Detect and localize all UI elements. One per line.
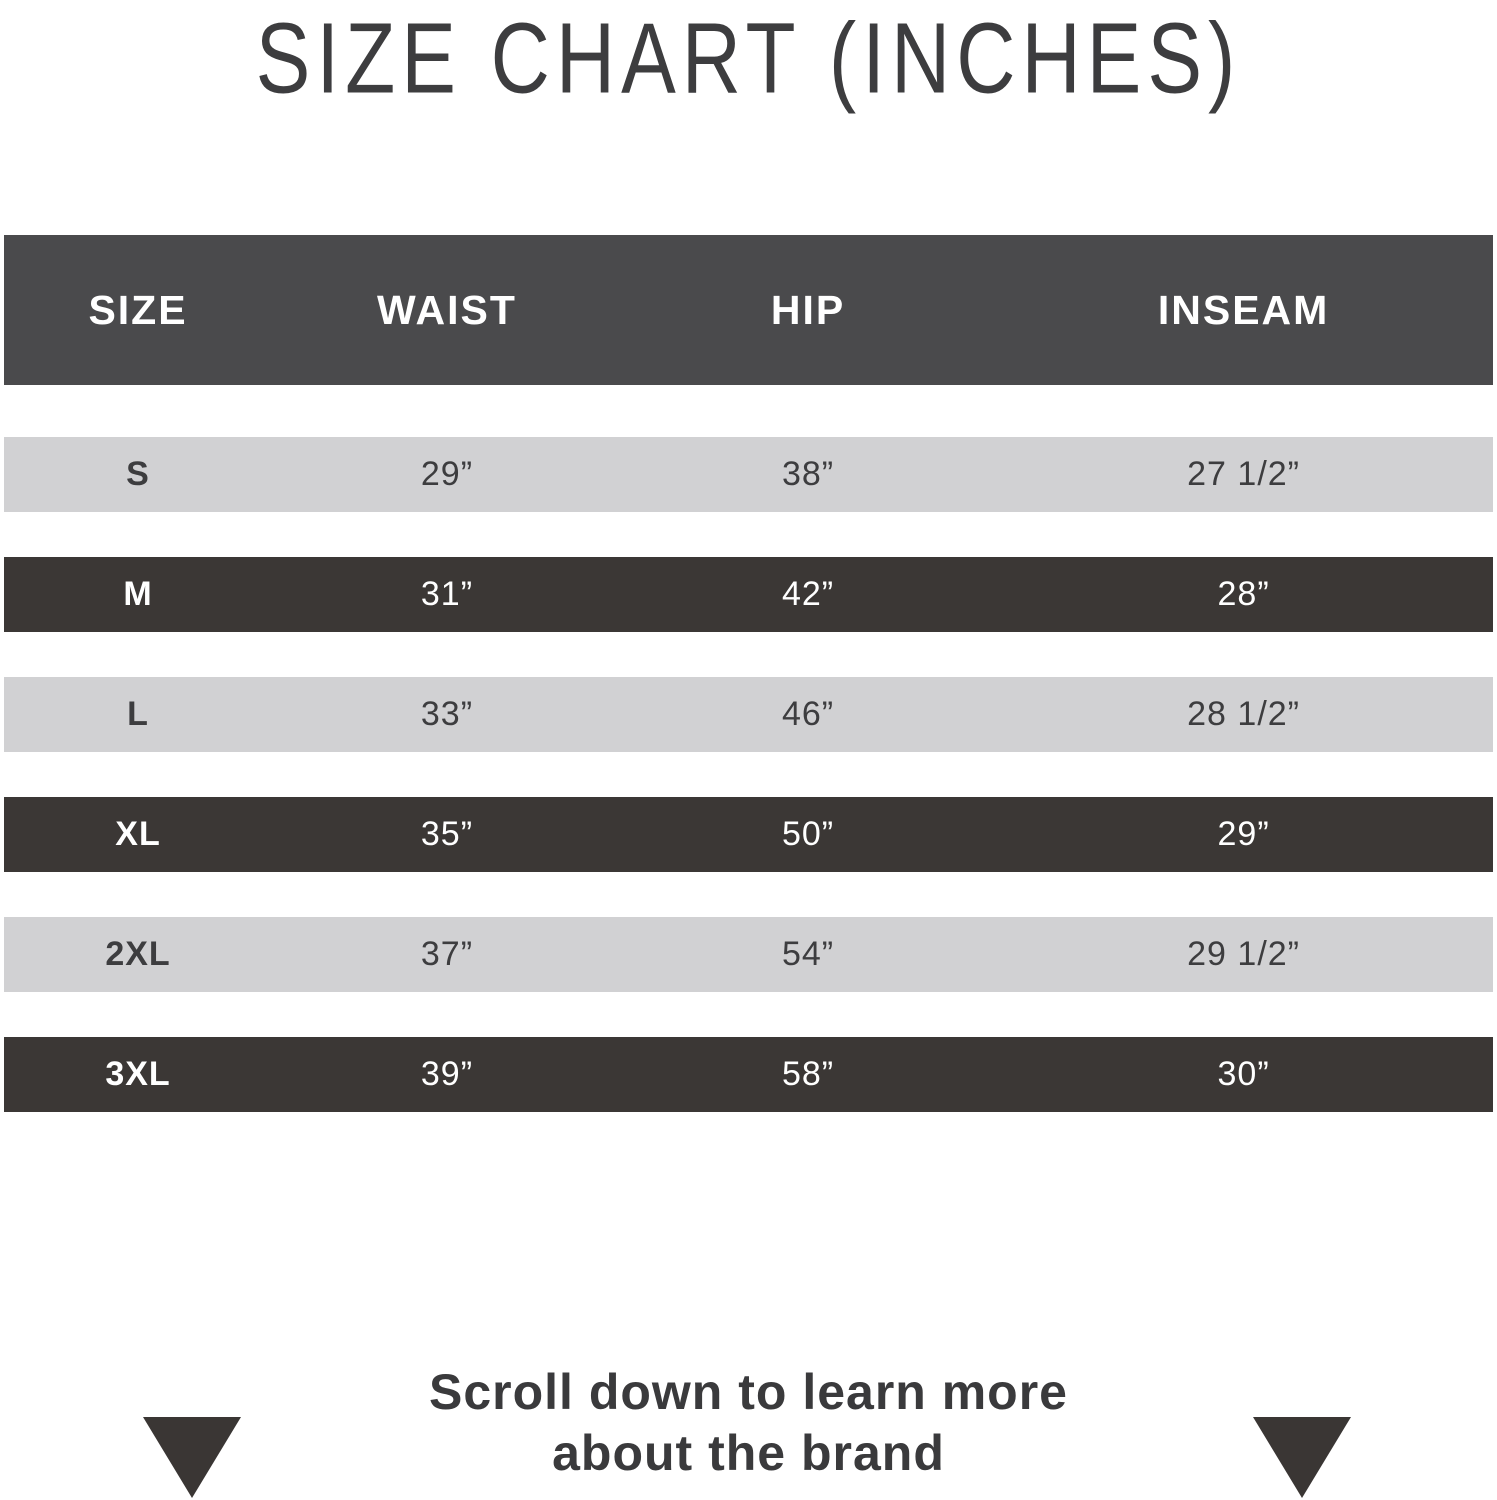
- cell-waist: 39”: [420, 1055, 474, 1093]
- cell-waist: 33”: [420, 695, 474, 733]
- table-row-m: [4, 557, 1493, 632]
- table-row-2xl: [4, 917, 1493, 992]
- column-header-waist: WAIST: [377, 286, 517, 333]
- cell-size: L: [127, 695, 149, 733]
- scroll-down-right-triangle-icon: [1253, 1417, 1351, 1498]
- cell-size: 3XL: [105, 1055, 171, 1093]
- column-header-inseam: INSEAM: [1157, 286, 1330, 333]
- cell-size: S: [126, 455, 150, 493]
- footer-line-2: about the brand: [552, 1425, 945, 1481]
- cell-waist: 37”: [420, 935, 474, 973]
- page-title: SIZE CHART (INCHES): [255, 3, 1242, 115]
- table-row-s: [4, 437, 1493, 512]
- table-row-l: [4, 677, 1493, 752]
- cell-size: XL: [115, 815, 161, 853]
- cell-hip: 54”: [781, 935, 835, 973]
- cell-inseam: 30”: [1217, 1055, 1270, 1093]
- cell-hip: 38”: [781, 455, 835, 493]
- cell-waist: 31”: [420, 575, 474, 613]
- cell-hip: 58”: [781, 1055, 835, 1093]
- cell-inseam: 29”: [1217, 815, 1270, 853]
- cell-hip: 42”: [781, 575, 835, 613]
- cell-size: M: [123, 575, 153, 613]
- size-table: [4, 235, 1493, 1112]
- cell-inseam: 29 1/2”: [1187, 935, 1300, 973]
- column-header-hip: HIP: [770, 286, 846, 333]
- cell-size: 2XL: [105, 935, 171, 973]
- table-row-3xl: [4, 1037, 1493, 1112]
- footer-line-1: Scroll down to learn more: [429, 1364, 1068, 1420]
- cell-inseam: 27 1/2”: [1187, 455, 1300, 493]
- cell-waist: 29”: [420, 455, 474, 493]
- cell-inseam: 28”: [1217, 575, 1270, 613]
- cell-inseam: 28 1/2”: [1187, 695, 1300, 733]
- cell-hip: 50”: [781, 815, 835, 853]
- column-header-size: SIZE: [88, 286, 188, 333]
- table-row-xl: [4, 797, 1493, 872]
- cell-hip: 46”: [781, 695, 835, 733]
- table-header-row: [4, 235, 1493, 385]
- cell-waist: 35”: [420, 815, 474, 853]
